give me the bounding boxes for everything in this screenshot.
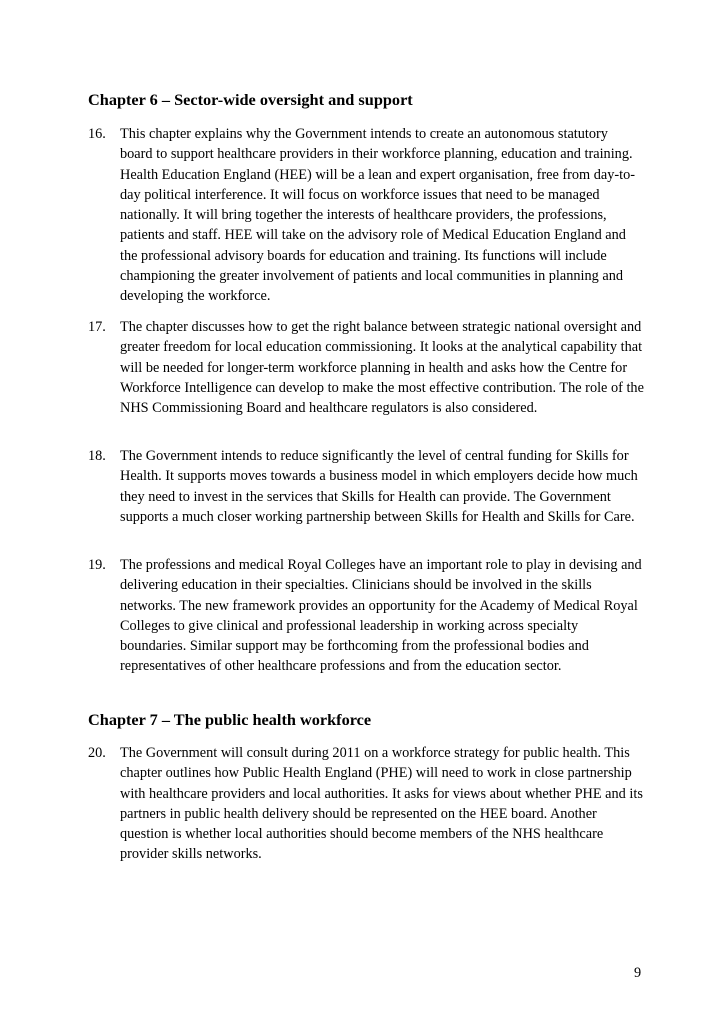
paragraph-text: This chapter explains why the Government intends to create an autonomous statutory board to support healthcare providers in their workforce planning, education and training. Health Education England (HEE) will be a lean and expert organisation, free from day-to-day political interference. It will focus on workforce issues that need to be managed nationally. It will bring together the interests of healthcare providers, the professions, patients and staff. HEE will take on the advisory role of Medical Education England and the professional advisory boards for education and training. Its functions will include championing the greater involvement of patients and local communities in planning and developing the workforce.: [120, 126, 636, 305]
paragraph-text: The Government intends to reduce significantly the level of central funding for Skills for Health. It supports moves towards a business model in which employers decide how much they need to invest in the services that Skills for Health can provide. The Government supports a much closer working partnership between Skills for Health and Skills for Care.: [120, 448, 638, 525]
paragraph-17: [88, 317, 644, 418]
page-number: 9: [634, 965, 642, 981]
paragraph-text: The professions and medical Royal Colleges have an important role to play in devising and delivering education in their specialties. Clinicians should be involved in the skills networks. The new framework provides an opportunity for the Academy of Medical Royal Colleges to give clinical and professional leadership in working across specialty boundaries. Similar support may be forthcoming from the professional bodies and representatives of other healthcare professions and from the education sector.: [120, 557, 642, 675]
paragraph-text: The chapter discusses how to get the right balance between strategic national oversight and greater freedom for local education commissioning. It looks at the analytical capability that will be needed for longer-term workforce planning in health and asks how the Centre for Workforce Intelligence can develop to make the most effective contribution. The role of the NHS Commissioning Board and healthcare regulators is also considered.: [120, 319, 644, 417]
paragraph-18: [88, 446, 644, 527]
paragraph-number: 19.: [88, 557, 106, 573]
chapter-7-heading: Chapter 7 – The public health workforce: [88, 710, 372, 729]
paragraph-16: [88, 124, 644, 307]
chapter-6-heading: Chapter 6 – Sector-wide oversight and support: [88, 90, 413, 109]
paragraph-number: 20.: [88, 745, 106, 761]
paragraph-number: 17.: [88, 319, 106, 335]
paragraph-number: 18.: [88, 448, 106, 464]
paragraph-20: [88, 743, 644, 865]
paragraph-number: 16.: [88, 126, 106, 142]
paragraph-19: [88, 555, 644, 677]
paragraph-text: The Government will consult during 2011 on a workforce strategy for public health. This chapter outlines how Public Health England (PHE) will need to work in close partnership with healthcare providers and local authorities. It asks for views about whether PHE and its partners in public health delivery should be represented on the HEE board. Another question is whether local authorities should become members of the NHS healthcare provider skills networks.: [120, 745, 643, 863]
